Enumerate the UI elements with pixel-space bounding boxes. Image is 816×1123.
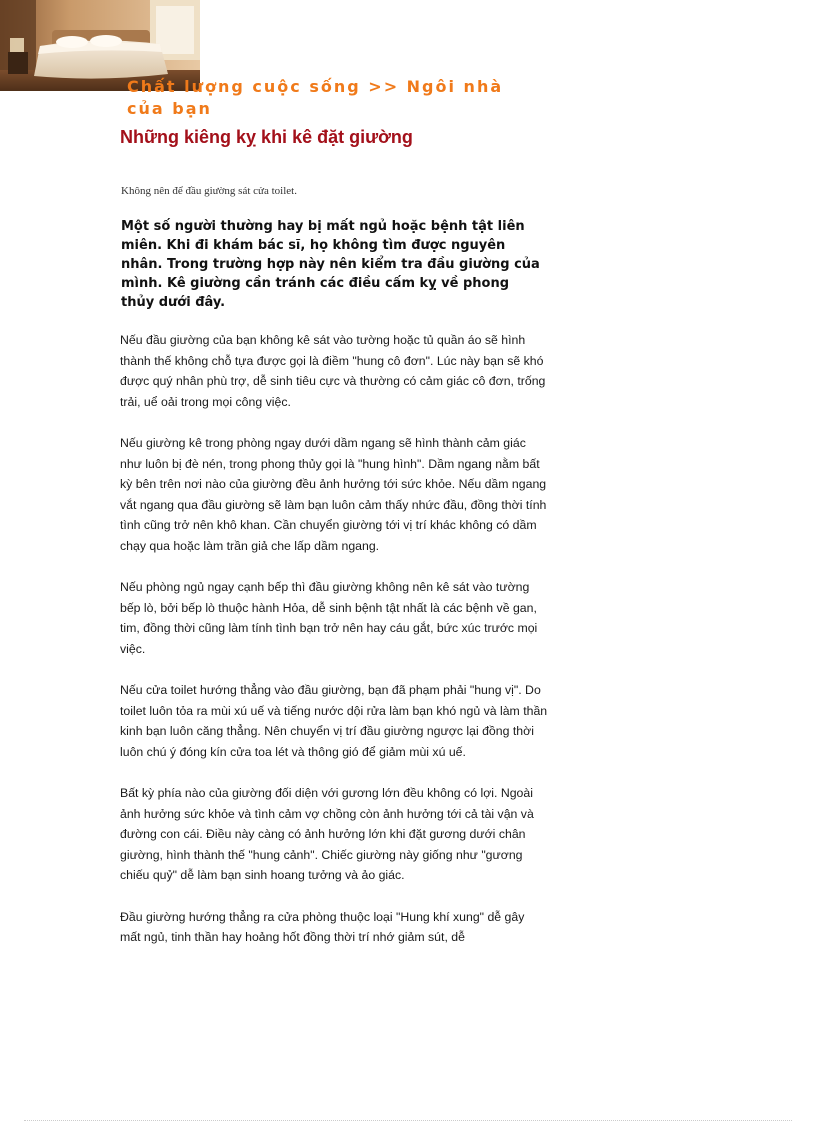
- paragraph: Nếu đầu giường của bạn không kê sát vào tường hoặc tủ quần áo sẽ hình thành thế không chỗ tựa được gọi là điềm "hung cô đơn". Lúc này bạn sẽ khó được quý nhân phù trợ, dễ sinh tiêu cực và thường có cảm giác cô đơn, trống trải, uể oải trong mọi công việc.: [120, 333, 546, 409]
- article-body: [120, 330, 548, 968]
- footer-divider: [24, 1120, 792, 1121]
- image-caption: Không nên để đầu giường sát cửa toilet.: [121, 185, 297, 197]
- paragraph: Bất kỳ phía nào của giường đối diện với gương lớn đều không có lợi. Ngoài ảnh hưởng sức khỏe và tình cảm vợ chồng còn ảnh hưởng tới cả tài vận và đường con cái. Điều này càng có ảnh hưởng lớn khi đặt gương dưới chân giường, hình thành thế "hung cảnh". Chiếc giường này giống như "gương chiếu quỷ" dễ làm bạn sinh hoang tưởng và ảo giác.: [120, 786, 534, 883]
- paragraph: Nếu phòng ngủ ngay cạnh bếp thì đầu giường không nên kê sát vào tường bếp lò, bởi bếp lò thuộc hành Hỏa, dễ sinh bệnh tật nhất là các bệnh về gan, tim, đồng thời cũng làm tính tình bạn trở nên hay cáu gắt, bức xúc trước mọi việc.: [120, 580, 538, 656]
- paragraph: Nếu giường kê trong phòng ngay dưới dầm ngang sẽ hình thành cảm giác như luôn bị đè nén, trong phong thủy gọi là "hung hình". Dầm ngang nằm bất kỳ bên trên nơi nào của giường đều ảnh hưởng tới sức khỏe. Nếu dầm ngang vắt ngang qua đầu giường sẽ làm bạn luôn cảm thấy nhức đầu, đồng thời tính tình cũng trở nên khô khan. Cần chuyển giường tới vị trí khác không có dầm chạy qua hoặc làm trần giả che lấp dầm ngang.: [120, 435, 547, 553]
- article-intro: Một số người thường hay bị mất ngủ hoặc bệnh tật liên miên. Khi đi khám bác sĩ, họ không tìm được nguyên nhân. Trong trường hợp này nên kiểm tra đầu giường của mình. Kê giường cần tránh các điều cấm kỵ về phong thủy dưới đây.: [121, 219, 540, 310]
- breadcrumb[interactable]: Chất lượng cuộc sống >> Ngôi nhà của bạn: [127, 77, 504, 118]
- paragraph: Nếu cửa toilet hướng thẳng vào đầu giường, bạn đã phạm phải "hung vị". Do toilet luôn tỏa ra mùi xú uế và tiếng nước dội rửa làm bạn khó ngủ và làm thần kinh bạn luôn căng thẳng. Nên chuyển vị trí đầu giường ngược lại đồng thời luôn chú ý đóng kín cửa toa lét và thông gió để giảm mùi xú uế.: [120, 683, 548, 759]
- article-title: Những kiêng kỵ khi kê đặt giường: [120, 127, 413, 147]
- paragraph: Đầu giường hướng thẳng ra cửa phòng thuộc loại "Hung khí xung" dễ gây mất ngủ, tinh thần hay hoảng hốt đồng thời trí nhớ giảm sút, dễ: [120, 909, 525, 945]
